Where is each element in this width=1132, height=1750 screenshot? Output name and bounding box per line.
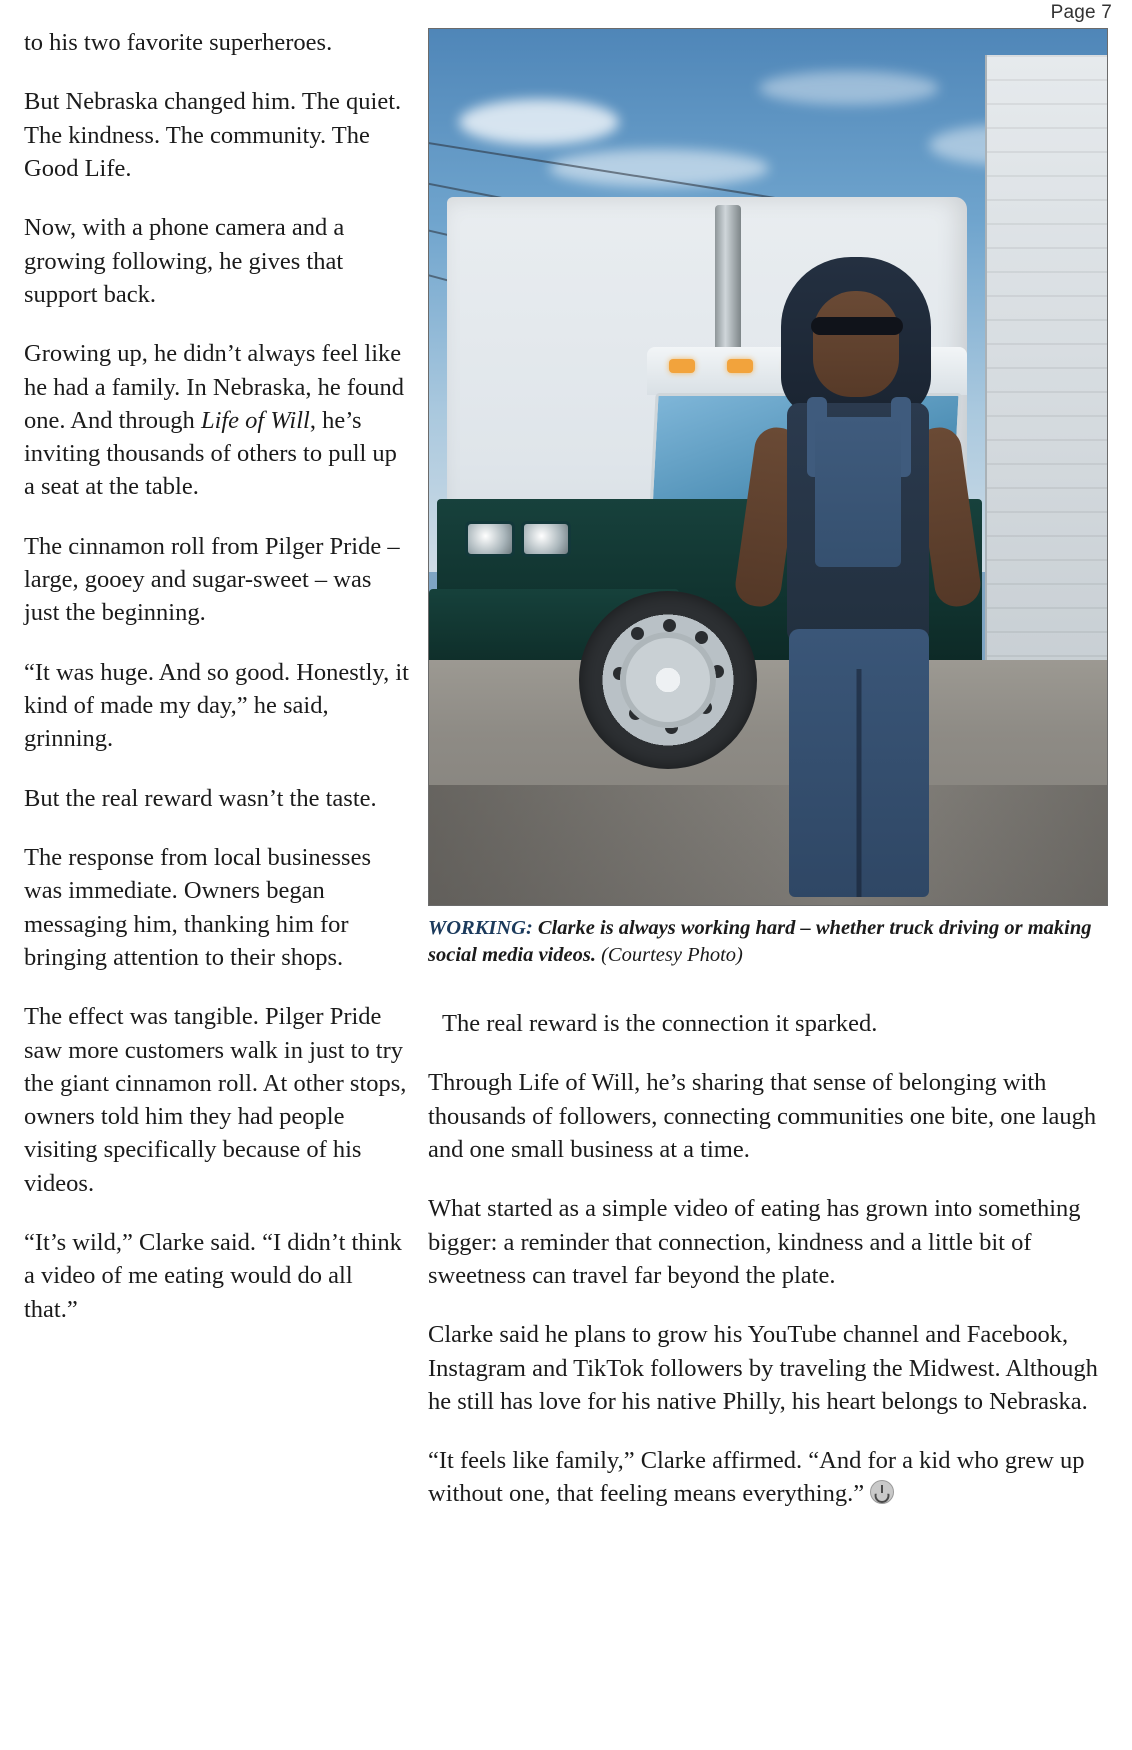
paragraph: Through Life of Will, he’s sharing that sense of belonging with thousands of followers, connecting communities one bite, one laugh and one small business at a time.: [428, 1069, 1097, 1163]
paragraph: The effect was tangible. Pilger Pride saw more customers walk in just to try the giant cinnamon roll. At other stops, owners told him they had people visiting specifically because of his videos.: [24, 1003, 407, 1197]
headlight: [465, 521, 515, 557]
sunglasses: [811, 317, 903, 335]
paragraph: The response from local businesses was immediate. Owners began messaging him, thanking him for bringing attention to their shops.: [24, 843, 371, 971]
paragraph-text: “It feels like family,” Clarke affirmed. “And for a kid who grew up without one, that feeling means everything.”: [428, 1447, 1085, 1508]
left-text-column: [24, 26, 409, 1326]
overall-legs: [789, 629, 929, 897]
wheel-lug: [631, 627, 644, 640]
face: [813, 291, 899, 397]
paragraph: Now, with a phone camera and a growing following, he gives that support back.: [24, 214, 345, 308]
wheel-lug: [699, 701, 712, 714]
paragraph: The cinnamon roll from Pilger Pride – large, gooey and sugar-sweet – was just the beginning.: [24, 532, 400, 627]
paragraph: to his two favorite superheroes.: [24, 29, 333, 56]
paragraph: But Nebraska changed him. The quiet. The kindness. The community. The Good Life.: [24, 88, 402, 182]
paragraph-with-italic-title: [24, 337, 409, 504]
caption-lead: WORKING:: [428, 917, 533, 939]
paragraph: Clarke said he plans to grow his YouTube channel and Facebook, Instagram and TikTok followers by traveling the Midwest. Although he still has love for his native Philly, his heart belongs to Nebraska.: [428, 1321, 1098, 1415]
page-number: Page 7: [1050, 2, 1112, 23]
wheel-lug: [695, 631, 708, 644]
caption-text: Clarke is always working hard – whether truck driving or making social media videos.: [428, 917, 1092, 966]
wheel-lug: [613, 667, 626, 680]
wheel-lug: [665, 721, 678, 734]
trailer-ribs: [987, 55, 1107, 695]
paragraph: The real reward is the connection it sparked.: [442, 1010, 878, 1037]
article-photo: [428, 28, 1108, 906]
truck-trailer: [985, 55, 1107, 695]
paragraph: “It’s wild,” Clarke said. “I didn’t think a video of me eating would do all that.”: [24, 1229, 402, 1323]
series-title: Life of Will: [200, 406, 310, 434]
overall-bib: [815, 417, 901, 567]
wheel-lug: [663, 619, 676, 632]
right-text-column: [428, 1007, 1108, 1511]
leg-seam: [857, 669, 862, 897]
wheel-lug: [711, 665, 724, 678]
paragraph-text-after: , he’s inviting thousands of others to pull up a seat at the table.: [24, 406, 397, 501]
cloud: [759, 71, 939, 105]
paragraph: What started as a simple video of eating has grown into something bigger: a reminder that connection, kindness and a little bit of sweetness can travel far beyond the plate.: [428, 1195, 1081, 1289]
wheel-lug: [629, 707, 642, 720]
caption-credit: (Courtesy Photo): [595, 943, 743, 966]
end-of-article-icon: [870, 1480, 894, 1504]
paragraph: But the real reward wasn’t the taste.: [24, 784, 377, 812]
person-subject: [729, 257, 989, 897]
headlight: [521, 521, 571, 557]
photo-block: [428, 28, 1108, 968]
paragraph-text-before: Growing up, he didn’t always feel like he had a family. In Nebraska, he found one. And through: [24, 340, 405, 434]
paragraph-final: [428, 1444, 1108, 1511]
cloud: [459, 99, 619, 145]
photo-caption: [428, 915, 1108, 968]
paragraph: “It was huge. And so good. Honestly, it kind of made my day,” he said, grinning.: [24, 658, 409, 753]
marker-light: [669, 359, 695, 373]
